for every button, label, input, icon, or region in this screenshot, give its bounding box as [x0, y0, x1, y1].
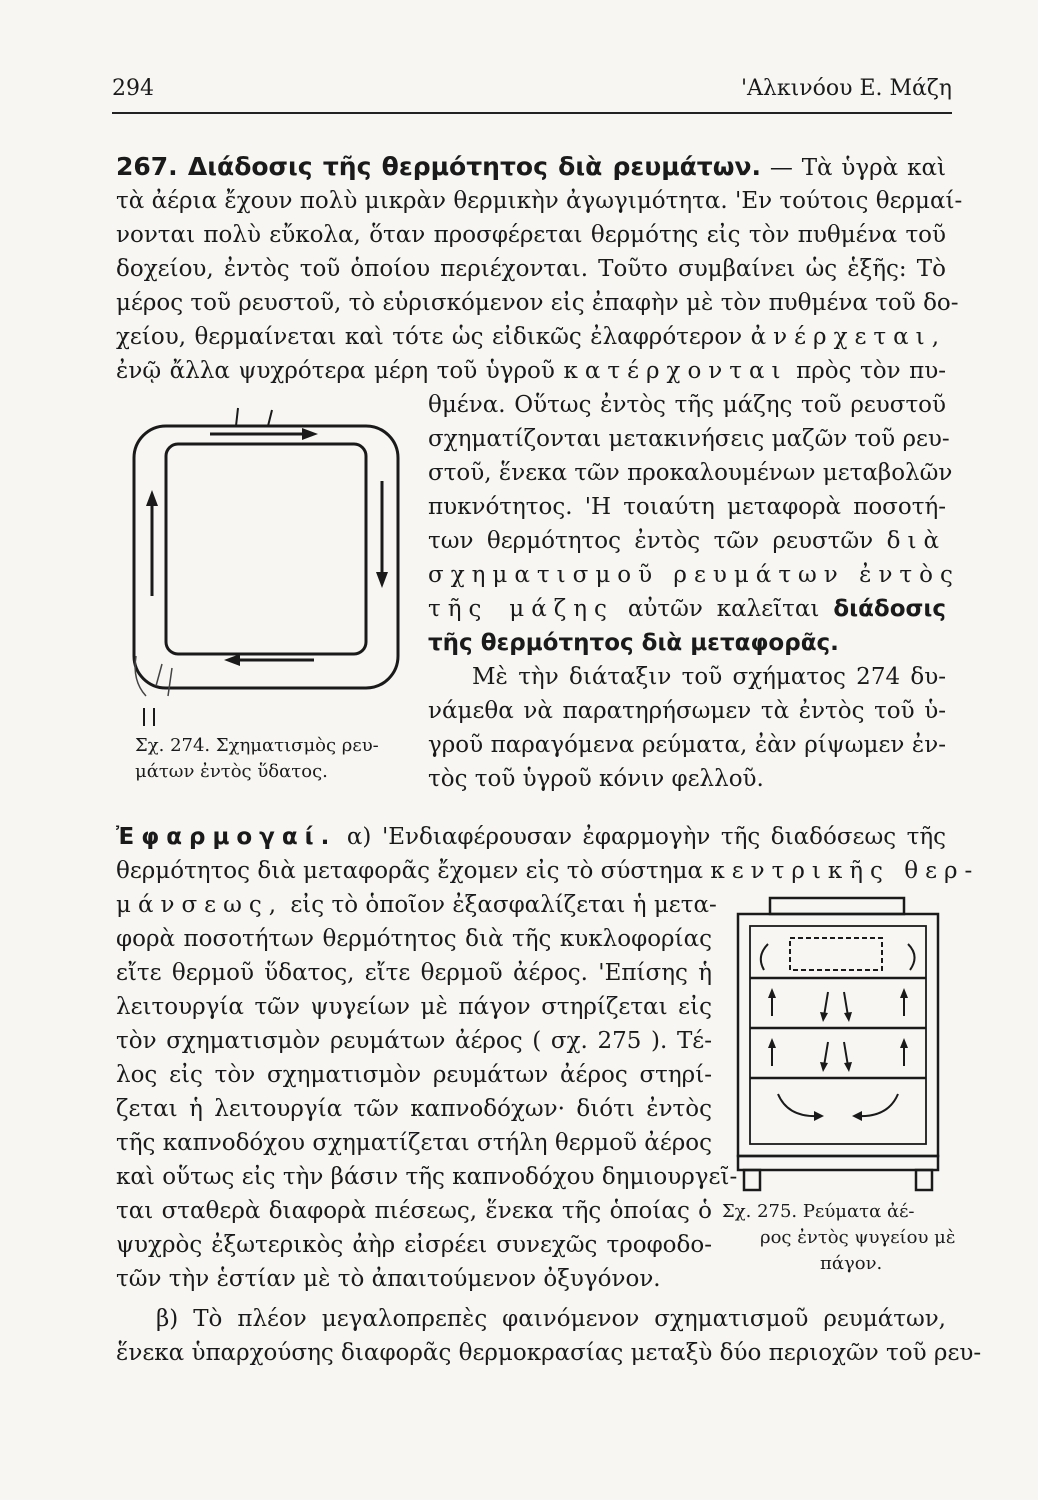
paragraph-line: σχηματίζονται μετακινήσεις μαζῶν τοῦ ρευ-	[428, 426, 950, 452]
figure-275-caption-line: Σχ. 275. Ρεύματα ἀέ-	[722, 1201, 915, 1222]
paragraph-line: νονται πολὺ εὔκολα, ὅταν προσφέρεται θερμότης εἰς τὸν πυθμένα τοῦ	[116, 222, 946, 248]
page-header	[112, 76, 952, 110]
paragraph-line: σχηματισμοῦ ρευμάτων ἐντὸς	[428, 562, 960, 588]
figure-275-icebox	[724, 896, 948, 1196]
paragraph-line: θμένα. Οὕτως ἐντὸς τῆς μάζης τοῦ ρευστοῦ	[428, 392, 946, 418]
spaced-word: κατέρχονται	[563, 358, 788, 384]
icebox-body	[738, 914, 938, 1156]
paragraph-line: φορὰ ποσοτήτων θερμότητος διὰ τῆς κυκλοφορίας	[116, 926, 712, 952]
icebox-interior	[750, 926, 926, 1144]
arrowhead	[814, 1111, 824, 1121]
inner-tube	[166, 444, 366, 654]
icebox-leg	[916, 1170, 932, 1190]
figure-275-caption-line: πάγον.	[820, 1253, 883, 1274]
air-current-top	[761, 944, 915, 970]
air-current-bottom	[778, 1094, 898, 1116]
bold-term: τῆς θερμότητος διὰ μεταφορᾶς.	[428, 630, 839, 656]
arrow-down-icon	[376, 481, 388, 588]
paragraph-line: 267. Διάδοσις τῆς θερμότητος διὰ ρευμάτων. — Τὰ ὑγρὰ καὶ	[116, 152, 946, 181]
page-number: 294	[112, 76, 154, 101]
arrow-left-icon	[224, 654, 314, 666]
paragraph-line: Μὲ τὴν διάταξιν τοῦ σχήματος 274 δυ-	[472, 664, 946, 690]
spaced-word: κεντρικῆς θερ-	[710, 858, 980, 884]
figure-274-caption-line: μάτων ἐντὸς ὕδατος.	[135, 761, 328, 782]
burner-stand	[144, 708, 154, 726]
figure-274-convection-tube	[128, 396, 414, 726]
outer-tube	[134, 426, 398, 688]
paragraph-line: τῶν τὴν ἑστίαν μὲ τὸ ἀπαιτούμενον ὀξυγόνον.	[116, 1266, 661, 1292]
paragraph-line: ζεται ἡ λειτουργία τῶν καπνοδόχων· διότι ἐντὸς	[116, 1096, 712, 1122]
paragraph-line: Ἐφαρμογαί. α) 'Ενδιαφέρουσαν ἐφαρμογὴν τῆς διαδόσεως τῆς	[116, 824, 947, 850]
icebox-top	[770, 898, 904, 914]
paragraph-line: γροῦ παραγόμενα ρεύματα, ἐὰν ρίψωμεν ἐν-	[428, 732, 946, 758]
applications-label: Ἐφαρμογαί.	[116, 824, 337, 850]
paragraph-line: καὶ οὕτως εἰς τὴν βάσιν τῆς καπνοδόχου δημιουργεῖ-	[116, 1164, 738, 1190]
paragraph-line: ται σταθερὰ διαφορὰ πιέσεως, ἕνεκα τῆς ὁποίας ὁ	[116, 1198, 712, 1224]
air-down-arrows-icon	[820, 992, 852, 1072]
spaced-word: μάνσεως,	[116, 892, 284, 918]
paragraph-line: ψυχρὸς ἐξωτερικὸς ἀὴρ εἰσρέει συνεχῶς τροφοδο-	[116, 1232, 712, 1258]
paragraph-line: ἕνεκα ὑπαρχούσης διαφορᾶς θερμοκρασίας μεταξὺ δύο περιοχῶν τοῦ ρευ-	[116, 1340, 982, 1366]
spaced-word: τῆς μάζης	[428, 596, 614, 622]
paragraph-line: μέρος τοῦ ρευστοῦ, τὸ εὑρισκόμενον εἰς ἐπαφὴν μὲ τὸν πυθμένα τοῦ δο-	[116, 290, 959, 316]
paragraph-line: τὸν σχηματισμὸν ρευμάτων ἀέρος ( σχ. 275 ). Τέ-	[116, 1028, 712, 1054]
header-rule	[112, 112, 952, 114]
running-head: 'Αλκινόου Ε. Μάζη	[740, 76, 952, 101]
paragraph-line: δοχείου, ἐντὸς τοῦ ὁποίου περιέχονται. Τοῦτο συμβαίνει ὡς ἑξῆς: Τὸ	[116, 256, 946, 282]
paragraph-line: εἴτε θερμοῦ ὕδατος, εἴτε θερμοῦ ἀέρος. 'Επίσης ἡ	[116, 960, 712, 986]
paragraph-line: ἐνῷ ἄλλα ψυχρότερα μέρη τοῦ ὑγροῦ κατέρχονται πρὸς τὸν πυ-	[116, 358, 947, 384]
paragraph-line: μάνσεως, εἰς τὸ ὁποῖον ἐξασφαλίζεται ἡ μετα-	[116, 892, 717, 918]
arrow-up-icon	[146, 490, 158, 596]
paragraph-line: νάμεθα νὰ παρατηρήσωμεν τὰ ἐντὸς τοῦ ὑ-	[428, 698, 946, 724]
paragraph-line: τὸς τοῦ ὑγροῦ κόνιν φελλοῦ.	[428, 766, 764, 792]
paragraph-line: τῆς καπνοδόχου σχηματίζεται στήλη θερμοῦ ἀέρος	[116, 1130, 712, 1156]
arrowhead	[852, 1111, 862, 1121]
paragraph-line: των θερμότητος ἐντὸς τῶν ρευστῶν διὰ	[428, 528, 947, 554]
paragraph-line: πυκνότητος. 'Η τοιαύτη μεταφορὰ ποσοτή-	[428, 494, 946, 520]
ice-block	[790, 938, 882, 970]
bold-term: διάδοσις	[833, 596, 947, 622]
paragraph-line: τῆς μάζης αὐτῶν καλεῖται διάδοσις	[428, 596, 947, 622]
icebox-leg	[744, 1170, 760, 1190]
paragraph-line: λειτουργία τῶν ψυγείων μὲ πάγον στηρίζεται εἰς	[116, 994, 712, 1020]
spaced-word: διὰ	[886, 528, 947, 554]
spaced-word: ἀνέρχεται,	[750, 324, 947, 350]
section-title: 267. Διάδοσις τῆς θερμότητος διὰ ρευμάτων.	[116, 152, 761, 181]
paragraph-line: β) Τὸ πλέον μεγαλοπρεπὲς φαινόμενον σχηματισμοῦ ρευμάτων,	[156, 1306, 946, 1332]
figure-274-caption-line: Σχ. 274. Σχηματισμὸς ρευ-	[135, 735, 379, 756]
paragraph-line: χείου, θερμαίνεται καὶ τότε ὡς εἰδικῶς ἐλαφρότερον ἀνέρχεται,	[116, 324, 947, 350]
figure-275-caption-line: ρος ἐντὸς ψυγείου μὲ	[760, 1227, 956, 1248]
paragraph-line: τὰ ἀέρια ἔχουν πολὺ μικρὰν θερμικὴν ἀγωγιμότητα. 'Εν τούτοις θερμαί-	[116, 188, 963, 214]
arrow-right-icon	[210, 428, 318, 440]
filling-funnel	[236, 408, 272, 426]
paragraph-line: λος εἰς τὸν σχηματισμὸν ρευμάτων ἀέρος στηρί-	[116, 1062, 712, 1088]
icebox-base	[738, 1156, 938, 1170]
paragraph-line: θερμότητος διὰ μεταφορᾶς ἔχομεν εἰς τὸ σύστημα κεντρικῆς θερ-	[116, 858, 980, 884]
paragraph-line: στοῦ, ἕνεκα τῶν προκαλουμένων μεταβολῶν	[428, 460, 953, 486]
